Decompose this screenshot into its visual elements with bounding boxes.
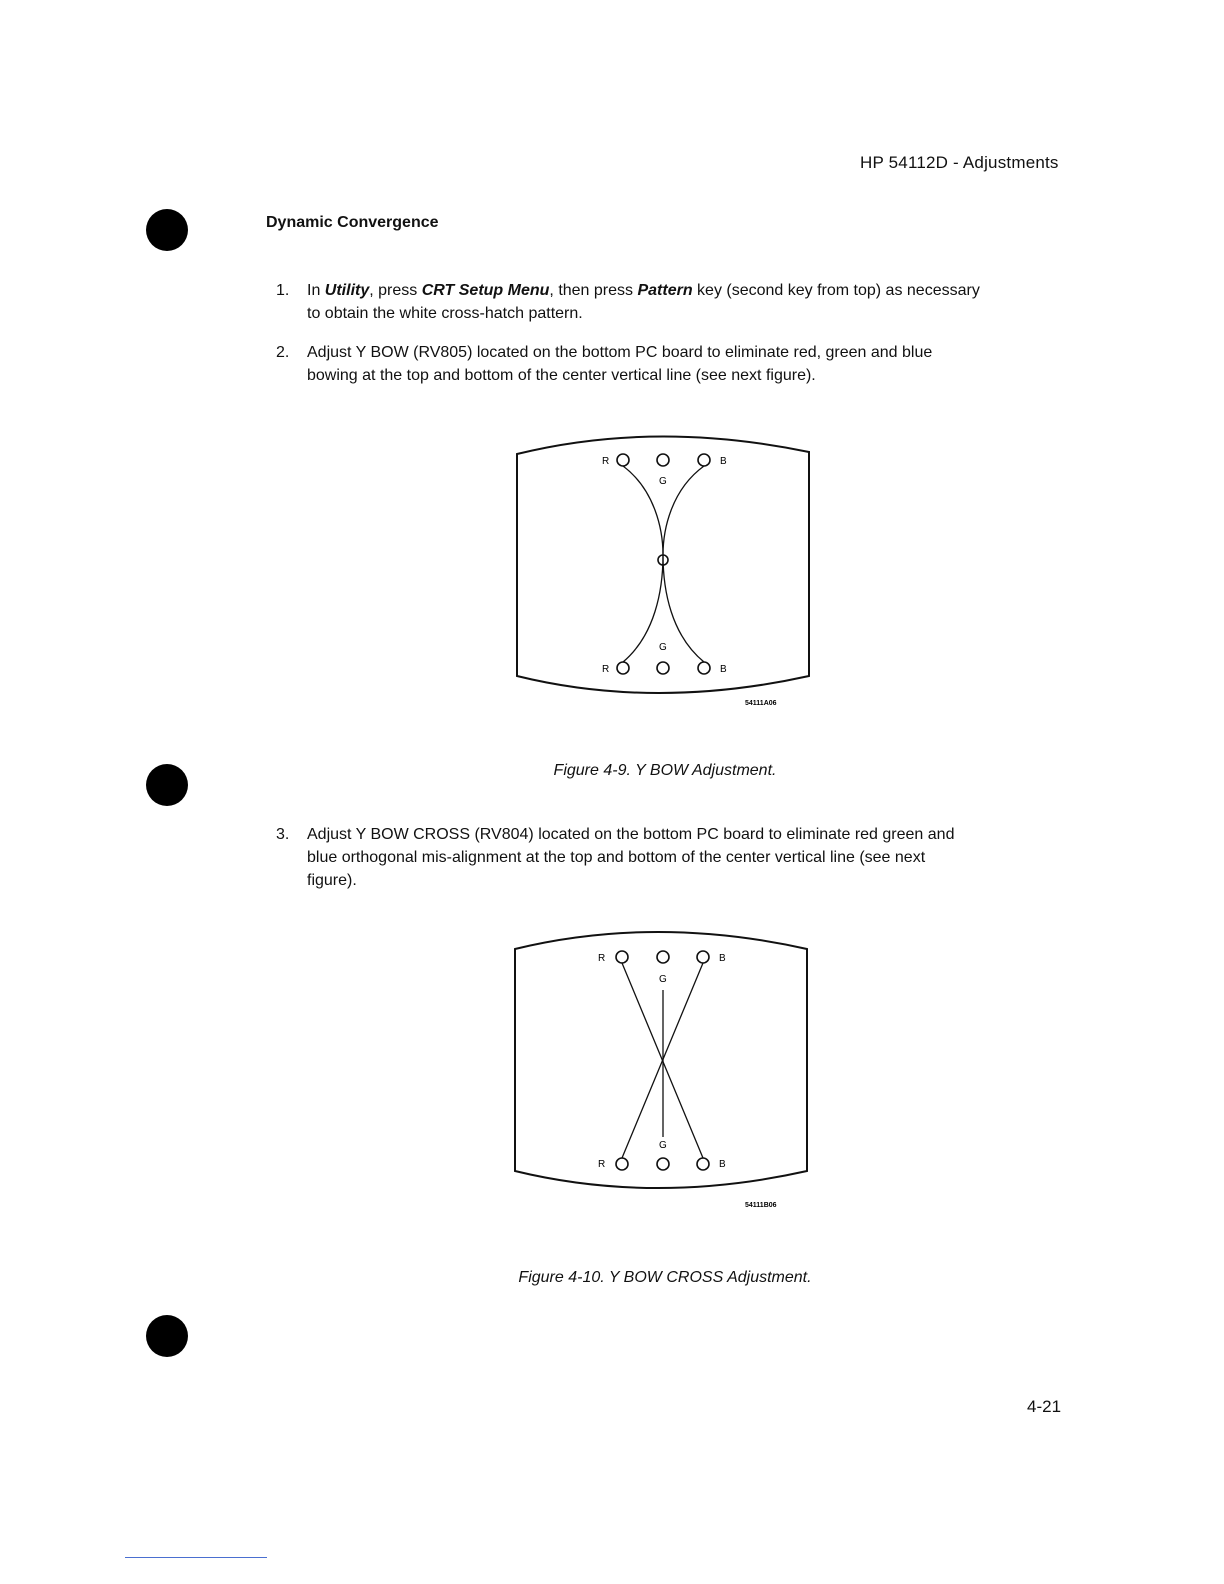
punch-hole-middle bbox=[146, 764, 188, 806]
step-line: figure). bbox=[307, 872, 357, 889]
step-text bbox=[307, 341, 1067, 387]
label-b-bottom: B bbox=[720, 664, 727, 675]
label-r-top: R bbox=[598, 953, 606, 964]
green-dot-top bbox=[657, 951, 669, 963]
label-r-top: R bbox=[602, 456, 610, 467]
green-dot-bottom bbox=[657, 1158, 669, 1170]
step-text bbox=[307, 823, 1067, 892]
label-g-top: G bbox=[659, 974, 667, 985]
step-number: 2. bbox=[276, 344, 290, 361]
section-title: Dynamic Convergence bbox=[266, 214, 439, 231]
punch-hole-bottom bbox=[146, 1315, 188, 1357]
red-bow-line bbox=[623, 466, 663, 662]
blue-bow-line bbox=[663, 466, 704, 662]
punch-hole-top bbox=[146, 209, 188, 251]
step-line: to obtain the white cross-hatch pattern. bbox=[307, 305, 583, 322]
running-header: HP 54112D - Adjustments bbox=[860, 153, 1059, 172]
step-number: 3. bbox=[276, 826, 290, 843]
figure-caption: Figure 4-9. Y BOW Adjustment. bbox=[553, 762, 777, 779]
label-b-top: B bbox=[719, 953, 726, 964]
step-line: Adjust Y BOW CROSS (RV804) located on the bottom PC board to eliminate red green and bbox=[307, 826, 955, 843]
green-dot-top bbox=[657, 454, 669, 466]
step-text bbox=[307, 279, 1067, 325]
green-dot-bottom bbox=[657, 662, 669, 674]
figure-y-bow-diagram bbox=[505, 420, 825, 720]
step-line: blue orthogonal mis-alignment at the top and bottom of the center vertical line (see next bbox=[307, 849, 926, 866]
blue-dot-top bbox=[697, 951, 709, 963]
page-number: 4-21 bbox=[1027, 1397, 1062, 1416]
figure-code: 54111B06 bbox=[745, 1202, 777, 1209]
step-line: bowing at the top and bottom of the center vertical line (see next figure). bbox=[307, 367, 816, 384]
label-g-bottom: G bbox=[659, 1140, 667, 1151]
figure-code: 54111A06 bbox=[745, 700, 777, 707]
figure-y-bow-cross-diagram bbox=[505, 915, 825, 1215]
utility-keyword: Utility bbox=[324, 282, 370, 299]
blue-dot-bottom bbox=[698, 662, 710, 674]
step-line: Adjust Y BOW (RV805) located on the bottom PC board to eliminate red, green and blue bbox=[307, 344, 933, 361]
crt-setup-menu-keyword: CRT Setup Menu bbox=[421, 282, 550, 299]
label-b-top: B bbox=[720, 456, 727, 467]
label-r-bottom: R bbox=[598, 1159, 606, 1170]
label-r-bottom: R bbox=[602, 664, 610, 675]
red-dot-bottom bbox=[617, 662, 629, 674]
blue-dot-bottom bbox=[697, 1158, 709, 1170]
step-number: 1. bbox=[276, 282, 290, 299]
label-g-top: G bbox=[659, 476, 667, 487]
footer-rule bbox=[125, 1557, 267, 1558]
pattern-keyword: Pattern bbox=[637, 282, 693, 299]
red-dot-top bbox=[617, 454, 629, 466]
step-line: In Utility, press CRT Setup Menu, then press Pattern key (second key from top) as necessary bbox=[307, 282, 980, 299]
red-dot-bottom bbox=[616, 1158, 628, 1170]
figure-caption: Figure 4-10. Y BOW CROSS Adjustment. bbox=[518, 1269, 812, 1286]
label-b-bottom: B bbox=[719, 1159, 726, 1170]
label-g-bottom: G bbox=[659, 642, 667, 653]
red-dot-top bbox=[616, 951, 628, 963]
blue-dot-top bbox=[698, 454, 710, 466]
